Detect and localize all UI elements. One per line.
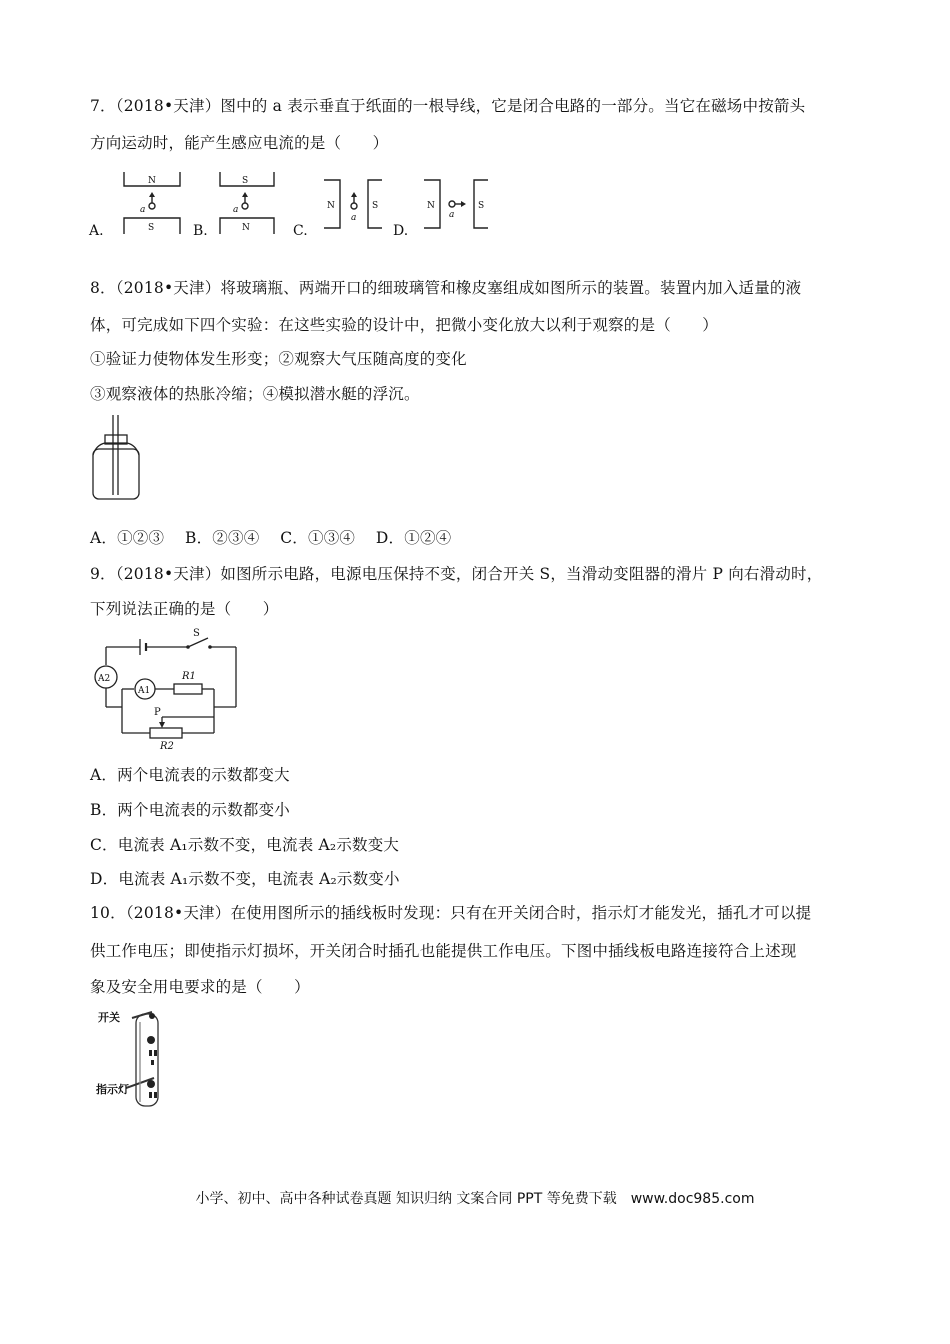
ammeter-a1-label: A1 <box>138 686 151 696</box>
q8-options: A．①②③ B．②③④ C．①③④ D．①②④ <box>90 529 452 547</box>
q7-text-line2: 方向运动时，能产生感应电流的是（ ） <box>90 134 389 152</box>
q10-text-line2: 供工作电压；即使指示灯损坏，开关闭合时插孔也能提供工作电压。下图中插线板电路连接符合上述现 <box>90 942 797 960</box>
switch-blade <box>188 638 208 647</box>
bottle-body <box>93 449 139 499</box>
q7-b-wire <box>242 203 248 209</box>
q7-option-a-label: A. <box>89 223 104 239</box>
r1-label: R1 <box>182 671 196 682</box>
switch-pointer <box>132 1012 152 1018</box>
q7-d-wire-label: a <box>449 210 455 220</box>
lamp-callout-label: 指示灯 <box>96 1083 129 1096</box>
q7-b-pole-bottom: N <box>242 223 250 233</box>
q10-power-strip-figure <box>96 1008 176 1113</box>
q8-text-line1: 8．（2018•天津）将玻璃瓶、两端开口的细玻璃管和橡皮塞组成如图所示的装置。装置内加入适量的液 <box>90 279 802 297</box>
q9-circuit-figure <box>90 625 250 750</box>
q7-b-wire-label: a <box>233 205 239 215</box>
q9-option-d: D．电流表 A₁示数不变，电流表 A₂示数变小 <box>90 870 400 888</box>
q8-text-line3: ①验证力使物体发生形变；②观察大气压随高度的变化 <box>90 350 467 368</box>
q7-a-wire-label: a <box>140 205 146 215</box>
q7-c-wire-label: a <box>351 213 357 223</box>
q7-a-pole-bottom: S <box>148 223 155 233</box>
q9-option-b: B．两个电流表的示数都变小 <box>90 801 290 819</box>
q7-c-wire <box>351 203 357 209</box>
q7-option-b-label: B. <box>193 223 208 239</box>
slider-label: P <box>154 707 161 718</box>
q7-option-d-label: D. <box>393 223 409 239</box>
q7-d-wire <box>449 201 455 207</box>
ammeter-a2-label: A2 <box>98 674 111 684</box>
q10-text-line1: 10．（2018•天津）在使用图所示的插线板时发现：只有在开关闭合时，指示灯才能发光，插孔才可以提 <box>90 904 812 922</box>
page-footer: 小学、初中、高中各种试卷真题 知识归纳 文案合同 PPT 等免费下载 www.doc985.com <box>195 1191 755 1207</box>
q7-c-pole-left: N <box>327 201 335 211</box>
q7-text-line1: 7．（2018•天津）图中的 a 表示垂直于纸面的一根导线，它是闭合电路的一部分。当它在磁场中按箭头 <box>90 97 806 115</box>
r2-label: R2 <box>160 741 174 750</box>
q9-text-line1: 9．（2018•天津）如图所示电路，电源电压保持不变，闭合开关 S，当滑动变阻器的滑片 P 向右滑动时， <box>90 565 823 583</box>
q7-d-pole-right: S <box>478 201 485 211</box>
q7-a-pole-top: N <box>148 176 156 186</box>
switch-callout-label: 开关 <box>98 1011 120 1024</box>
q8-text-line4: ③观察液体的热胀冷缩；④模拟潜水艇的浮沉。 <box>90 385 420 403</box>
q9-option-c: C．电流表 A₁示数不变，电流表 A₂示数变大 <box>90 836 400 854</box>
q10-text-line3: 象及安全用电要求的是（ ） <box>90 978 310 996</box>
resistor-r1 <box>174 684 202 694</box>
q7-option-c-label: C. <box>293 223 308 239</box>
q7-a-wire <box>149 203 155 209</box>
q7-c-pole-right: S <box>372 201 379 211</box>
rheostat-r2 <box>150 728 182 738</box>
q9-option-a: A．两个电流表的示数都变大 <box>90 766 290 784</box>
q9-text-line2: 下列说法正确的是（ ） <box>90 600 279 618</box>
q8-bottle-figure <box>88 413 148 503</box>
q7-b-pole-top: S <box>242 176 249 186</box>
q8-text-line2: 体，可完成如下四个实验：在这些实验的设计中，把微小变化放大以利于观察的是（ ） <box>90 316 719 334</box>
switch-label: S <box>193 628 200 639</box>
switch-button <box>149 1013 155 1019</box>
q7-d-pole-left: N <box>427 201 435 211</box>
q7-figure <box>88 168 498 240</box>
